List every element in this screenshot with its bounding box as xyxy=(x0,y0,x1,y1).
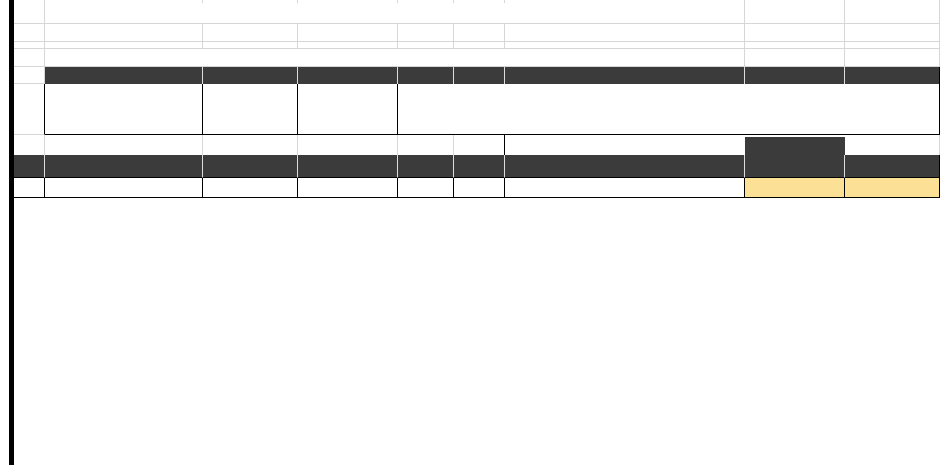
cell-unit[interactable] xyxy=(454,178,505,198)
imo-cell[interactable] xyxy=(45,24,203,42)
header-filler-cell[interactable] xyxy=(398,67,454,84)
empty-cell[interactable] xyxy=(298,135,398,155)
col-header-amount[interactable] xyxy=(845,155,940,178)
col-header-part-no[interactable] xyxy=(203,155,298,178)
manufacturer-data-row xyxy=(14,84,940,135)
empty-cell[interactable] xyxy=(45,135,203,155)
serial-no-value-cell[interactable] xyxy=(298,84,398,135)
empty-cell[interactable] xyxy=(745,49,845,67)
manufacturer-value-cell[interactable] xyxy=(45,84,203,135)
col-header-qty[interactable] xyxy=(398,155,454,178)
row-number-cell[interactable] xyxy=(14,67,45,84)
header-filler-cell[interactable] xyxy=(745,67,845,84)
empty-cell[interactable] xyxy=(745,3,845,24)
currency-row xyxy=(14,135,940,155)
buyer-ref-cell[interactable] xyxy=(45,3,745,24)
empty-cell[interactable] xyxy=(454,24,505,42)
empty-cell[interactable] xyxy=(45,42,203,49)
header-filler-cell[interactable] xyxy=(454,67,505,84)
empty-cell[interactable] xyxy=(454,135,505,155)
row-number-cell[interactable] xyxy=(14,24,45,42)
empty-cell[interactable] xyxy=(203,135,298,155)
manufacturer-header-row xyxy=(14,67,940,84)
merged-empty-cell[interactable] xyxy=(398,84,940,135)
buyer-ref-row xyxy=(14,3,940,24)
cell-num[interactable] xyxy=(14,178,45,198)
empty-cell[interactable] xyxy=(845,135,940,155)
model-value-cell[interactable] xyxy=(203,84,298,135)
empty-cell[interactable] xyxy=(203,42,298,49)
cell-part-no[interactable] xyxy=(203,178,298,198)
empty-cell[interactable] xyxy=(505,135,745,155)
cell-desc[interactable] xyxy=(505,178,745,198)
imo-row xyxy=(14,24,940,42)
empty-cell[interactable] xyxy=(454,42,505,49)
model-header-cell[interactable] xyxy=(203,67,298,84)
cell-drawing-no[interactable] xyxy=(298,178,398,198)
cell-item[interactable] xyxy=(45,178,203,198)
vessel-row xyxy=(14,49,940,67)
empty-cell[interactable] xyxy=(505,42,745,49)
currency-label-cell[interactable] xyxy=(745,135,845,155)
empty-cell[interactable] xyxy=(745,24,845,42)
manufacturer-header-cell[interactable] xyxy=(45,67,203,84)
cell-unit-price[interactable] xyxy=(745,178,845,198)
serial-no-header-cell[interactable] xyxy=(298,67,398,84)
col-header-desc[interactable] xyxy=(505,155,745,178)
empty-cell[interactable] xyxy=(398,24,454,42)
header-filler-cell[interactable] xyxy=(505,67,745,84)
empty-item-row xyxy=(14,178,940,198)
empty-cell[interactable] xyxy=(398,135,454,155)
spacer-row xyxy=(14,42,940,49)
column-header-row xyxy=(14,155,940,178)
col-header-drawing-no[interactable] xyxy=(298,155,398,178)
empty-cell[interactable] xyxy=(845,42,940,49)
empty-cell[interactable] xyxy=(845,24,940,42)
row-number-cell[interactable] xyxy=(14,3,45,24)
empty-cell[interactable] xyxy=(14,42,45,49)
empty-cell[interactable] xyxy=(505,24,745,42)
empty-cell[interactable] xyxy=(14,135,45,155)
empty-cell[interactable] xyxy=(298,42,398,49)
empty-cell[interactable] xyxy=(398,42,454,49)
empty-cell[interactable] xyxy=(298,24,398,42)
empty-cell[interactable] xyxy=(745,42,845,49)
empty-cell[interactable] xyxy=(845,3,940,24)
cell-qty[interactable] xyxy=(398,178,454,198)
col-header-unit[interactable] xyxy=(454,155,505,178)
empty-cell[interactable] xyxy=(203,24,298,42)
cell-amount[interactable] xyxy=(845,178,940,198)
col-header-item[interactable] xyxy=(45,155,203,178)
header-filler-cell[interactable] xyxy=(845,67,940,84)
row-number-cell[interactable] xyxy=(14,84,45,135)
vessel-cell[interactable] xyxy=(45,49,745,67)
col-header-num[interactable] xyxy=(14,155,45,178)
row-number-cell[interactable] xyxy=(14,49,45,67)
empty-cell[interactable] xyxy=(845,49,940,67)
col-header-unit-price[interactable] xyxy=(745,155,845,178)
